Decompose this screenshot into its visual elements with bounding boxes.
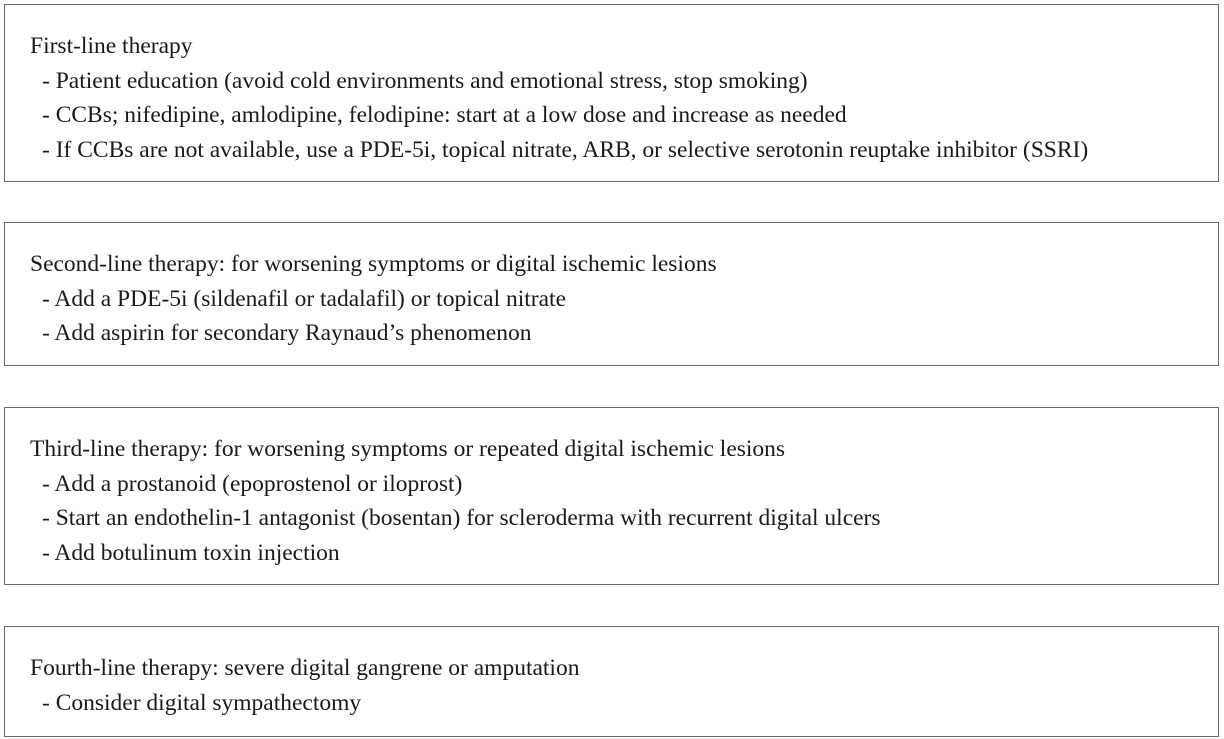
box-heading: Fourth-line therapy: severe digital gangrene or amputation <box>30 655 580 681</box>
therapy-list <box>30 64 1218 168</box>
second-line-therapy-box <box>4 222 1219 366</box>
list-item: - CCBs; nifedipine, amlodipine, felodipine: start at a low dose and increase as needed <box>30 98 1218 133</box>
therapy-list <box>30 686 1218 721</box>
list-item: - Add aspirin for secondary Raynaud’s phenomenon <box>30 316 1218 351</box>
list-item: - Add botulinum toxin injection <box>30 536 1218 571</box>
list-item: - Add a PDE-5i (sildenafil or tadalafil) or topical nitrate <box>30 282 1218 317</box>
third-line-therapy-box <box>4 407 1219 585</box>
list-item: - Consider digital sympathectomy <box>30 686 1218 721</box>
box-heading: First-line therapy <box>30 33 193 59</box>
list-item: - If CCBs are not available, use a PDE-5i, topical nitrate, ARB, or selective serotonin reuptake inhibitor (SSRI) <box>30 133 1218 168</box>
first-line-therapy-box <box>4 4 1219 182</box>
fourth-line-therapy-box <box>4 626 1219 737</box>
list-item: - Add a prostanoid (epoprostenol or iloprost) <box>30 467 1218 502</box>
list-item: - Start an endothelin-1 antagonist (bosentan) for scleroderma with recurrent digital ulcers <box>30 501 1218 536</box>
box-heading: Second-line therapy: for worsening symptoms or digital ischemic lesions <box>30 251 717 277</box>
box-heading: Third-line therapy: for worsening symptoms or repeated digital ischemic lesions <box>30 436 786 462</box>
list-item: - Patient education (avoid cold environments and emotional stress, stop smoking) <box>30 64 1218 99</box>
therapy-list <box>30 282 1218 351</box>
therapy-list <box>30 467 1218 571</box>
